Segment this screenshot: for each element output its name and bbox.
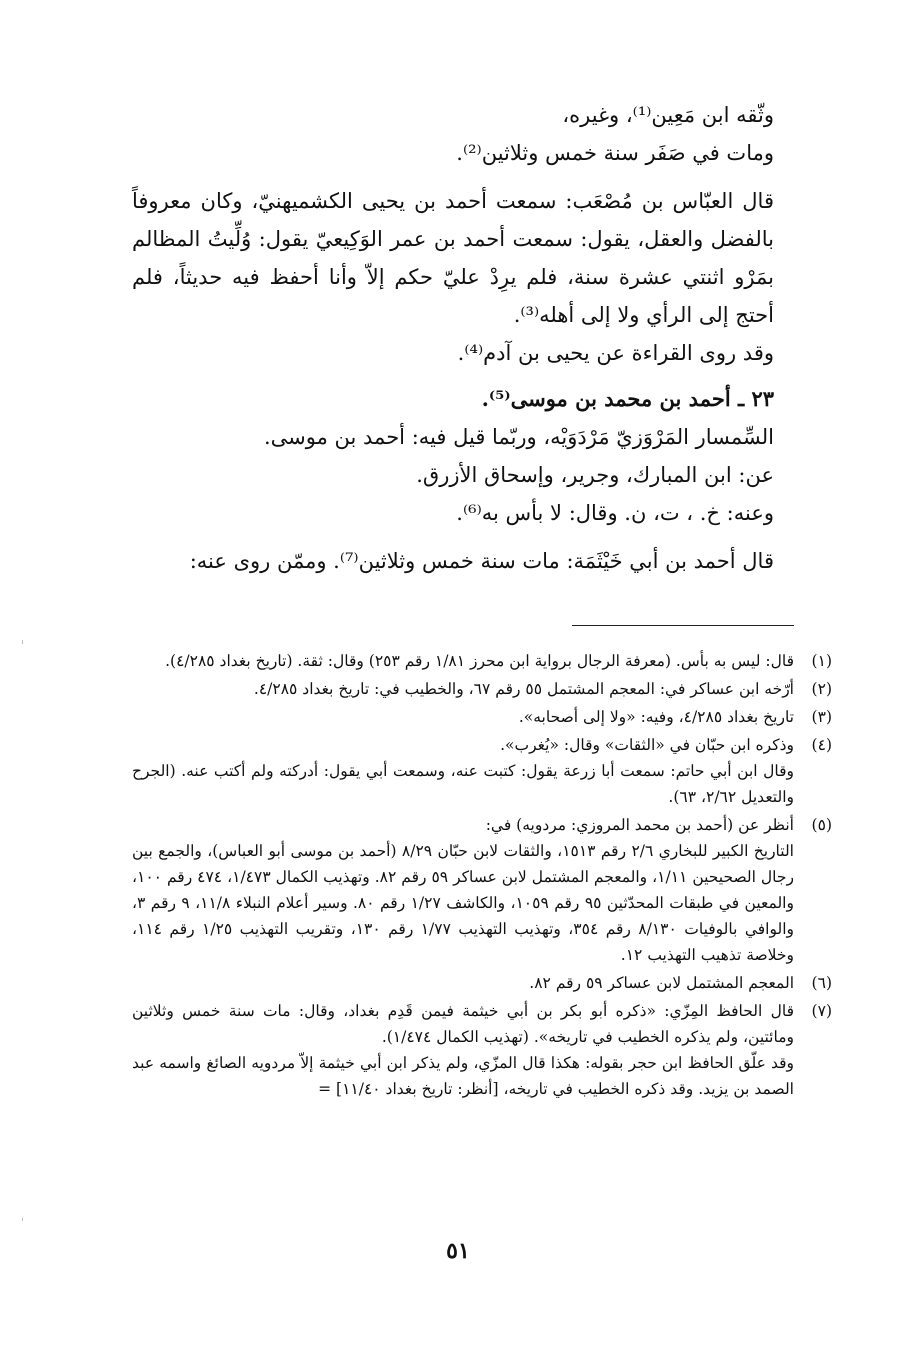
footnote-separator xyxy=(572,625,794,626)
paragraph: السِّمسار المَرْوَزيّ مَرْدَوَيْه، وربّما قيل فيه: أحمد بن موسى. xyxy=(263,425,774,449)
paragraph: قال أحمد بن أبي خَيْثَمَة: مات سنة خمس وثلاثين⁽⁷⁾. وممّن روى عنه: xyxy=(189,549,774,573)
footnote xyxy=(132,704,832,730)
footnote-text: قال: ليس به بأس. (معرفة الرجال برواية ابن محرز ١/٨١ رقم ٢٥٣) وقال: ثقة. (تاريخ بغداد ٤/٢٨٥). xyxy=(165,652,794,670)
footnote xyxy=(132,970,832,996)
footnote-text: المعجم المشتمل لابن عساكر ٥٩ رقم ٨٢. xyxy=(529,974,794,992)
footnote xyxy=(132,732,832,810)
footnote-text: وقال ابن أبي حاتم: سمعت أبا زرعة يقول: كتبت عنه، وسمعت أبي يقول: أدركته ولم أكتب عنه. (الجرح والتعديل ٢/٦٢، ٦٣). xyxy=(132,762,794,806)
footnote-number: (٢) xyxy=(811,680,832,698)
footnote-text: التاريخ الكبير للبخاري ٢/٦ رقم ١٥١٣، والثقات لابن حبّان ٨/٢٩ (أحمد بن موسى أبو العباس)، والجمع بين رجال الصحيحين ١/١١، والمعجم المشتمل لابن عساكر ٥٩ رقم ٨٢. وتهذيب الكمال ١/٤٧٣، ٤٧٤ رقم ١٠٠، والمعين في طبقات المحدّثين ٩٥ رقم ١٠٥٩، والكاشف ١/٢٧ رقم ٨٠. وسير أعلام النبلاء ١١/٨، ٩ رقم ٣، والوافي بالوفيات ٨/١٣٠ رقم ٣٥٤، وتهذيب التهذيب ١/٧٧ رقم ١٣٠، وتقريب التهذيب ١/٢٥ رقم ١١٤، وخلاصة تذهيب التهذيب ١٢. xyxy=(132,842,794,964)
footnote-text: قال الحافظ المِزّي: «ذكره أبو بكر بن أبي خيثمة فيمن قَدِم بغداد، وقال: مات سنة خمس وثلاثين ومائتين، ولم يذكره الخطيب في تاريخه». (تهذيب الكمال ١/٤٧٤). xyxy=(132,1002,794,1046)
footnote xyxy=(132,648,832,674)
footnote-number: (٣) xyxy=(811,708,832,726)
footnote-number: (٥) xyxy=(811,816,832,834)
footnote-number: (٦) xyxy=(811,974,832,992)
footnotes xyxy=(132,648,832,1104)
entry-title: ٢٣ ـ أحمد بن محمد بن موسى⁽⁵⁾. xyxy=(481,386,774,411)
paragraph: عن: ابن المبارك، وجرير، وإسحاق الأزرق. xyxy=(416,463,774,487)
footnote-text: وذكره ابن حبّان في «الثقات» وقال: «يُغرب». xyxy=(500,736,794,754)
paragraph: ومات في صَفَر سنة خمس وثلاثين⁽²⁾. xyxy=(456,141,774,165)
margin-speck xyxy=(22,1218,23,1221)
main-text xyxy=(132,96,802,580)
paragraph: وقد روى القراءة عن يحيى بن آدم⁽⁴⁾. xyxy=(457,341,774,365)
margin-speck xyxy=(22,640,23,644)
footnote-number: (٤) xyxy=(811,736,832,754)
footnote-number: (٧) xyxy=(811,1002,832,1020)
footnote-text: تاريخ بغداد ٤/٢٨٥، وفيه: «ولا إلى أصحابه». xyxy=(518,708,794,726)
page-number: ٥١ xyxy=(446,1238,470,1264)
footnote xyxy=(132,676,832,702)
footnote-text: أرّخه ابن عساكر في: المعجم المشتمل ٥٥ رقم ٦٧، والخطيب في: تاريخ بغداد ٤/٢٨٥. xyxy=(253,680,794,698)
paragraph: قال العبّاس بن مُصْعَب: سمعت أحمد بن يحيى الكشميهنيّ، وكان معروفاً بالفضل والعقل، يقول: سمعت أحمد بن عمر الوَكِيعيّ يقول: وُلِّيتُ المظالم بمَرْو اثنتي عشرة سنة، فلم يرِدْ عليّ حكم إلاّ وأنا أحفظ فيه حديثاً، فلم أحتج إلى الرأي ولا إلى أهله⁽³⁾. xyxy=(132,189,774,327)
footnote-number: (١) xyxy=(811,652,832,670)
paragraph: وعنه: خ. ، ت، ن. وقال: لا بأس به⁽⁶⁾. xyxy=(456,501,774,525)
footnote xyxy=(132,812,832,968)
footnote-text: أنظر عن (أحمد بن محمد المروزي: مردويه) في: xyxy=(485,816,794,834)
paragraph: وثّقه ابن مَعِين⁽¹⁾، وغيره، xyxy=(562,103,774,127)
footnote xyxy=(132,998,832,1102)
footnote-text: وقد علّق الحافظ ابن حجر بقوله: هكذا قال المزّي، ولم يذكر ابن أبي خيثمة إلاّ مردويه الصائغ واسمه عبد الصمد بن يزيد. وقد ذكره الخطيب في تاريخه، [أنظر: تاريخ بغداد ١١/٤٠] = xyxy=(132,1054,794,1098)
